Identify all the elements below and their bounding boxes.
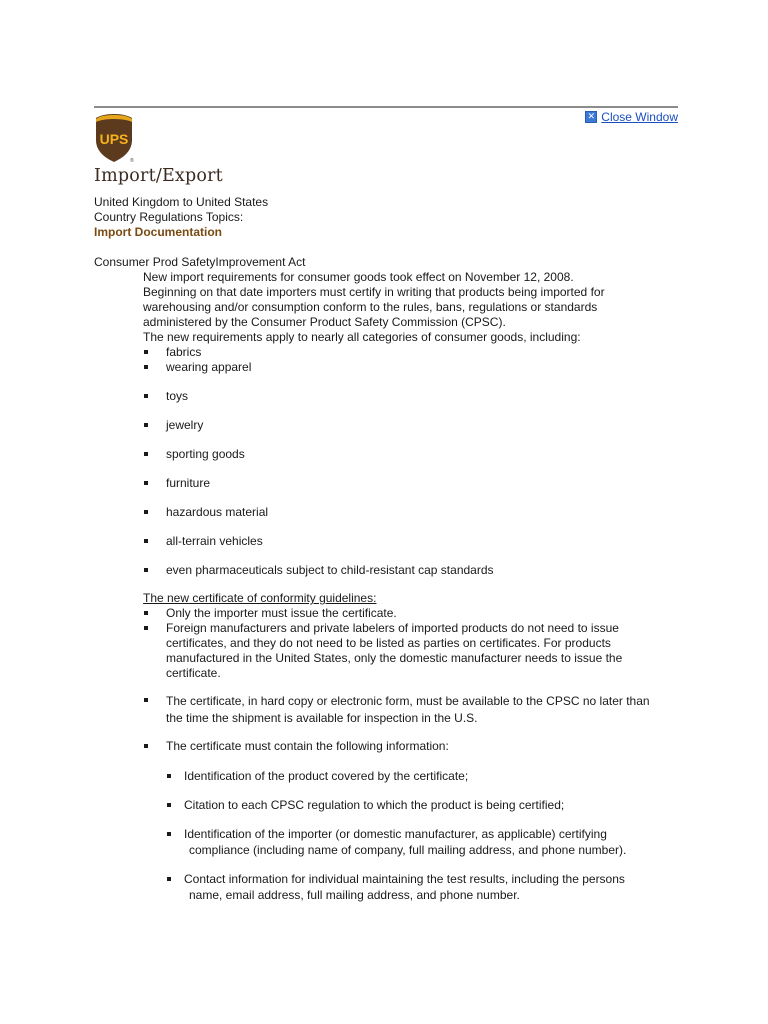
logo-text: UPS (99, 131, 129, 147)
list-item: wearing apparel (143, 360, 678, 375)
paragraph-line: Beginning on that date importers must certify in writing that products being imported for (143, 285, 605, 299)
svg-text:®: ® (130, 158, 134, 164)
act-body (143, 270, 678, 903)
list-item: hazardous material (143, 505, 678, 520)
category-list (143, 345, 678, 578)
list-item: Only the importer must issue the certificate. (143, 606, 678, 621)
list-item: sporting goods (143, 447, 678, 462)
list-item: Foreign manufacturers and private labelers of imported products do not need to issue certificates, and they do not need to be listed as parties on certificates. For products manufactured in the United States, only the domestic manufacturer needs to issue the certificate. (143, 621, 678, 681)
guidelines-heading: The new certificate of conformity guidelines: (143, 591, 377, 605)
route: United Kingdom to United States (94, 195, 269, 209)
close-window-link[interactable] (585, 110, 678, 124)
act-title: Consumer Prod SafetyImprovement Act (94, 255, 306, 269)
list-item: toys (143, 389, 678, 404)
paragraph-line: New import requirements for consumer goods took effect on November 12, 2008. (143, 270, 574, 284)
certificate-info-list (166, 768, 678, 903)
paragraph-line: The new requirements apply to nearly all categories of consumer goods, including: (143, 330, 581, 344)
document-page (94, 106, 678, 916)
guidelines-list (143, 606, 678, 903)
list-item: The certificate must contain the following information: Identification of the product covered by the certificate; Citation to each CPSC regulation to which the product is being certified; Identification of the importer (or domestic manufacturer, as applicable) certifying compliance (including name of company, full mailing address, and phone number). Contact information for individual maintaining the test results, including the persons name, email address, full mailing address, and phone number. (143, 739, 678, 903)
list-item: fabrics (143, 345, 678, 360)
list-item: Contact information for individual maintaining the test results, including the persons name, email address, full mailing address, and phone number. (166, 871, 678, 903)
page-title: Import/Export (94, 166, 223, 186)
list-item: all-terrain vehicles (143, 534, 678, 549)
paragraph-line: administered by the Consumer Product Safety Commission (CPSC). (143, 315, 506, 329)
close-window-label[interactable]: Close Window (601, 110, 678, 124)
ups-logo (94, 112, 134, 164)
header (94, 108, 678, 164)
list-item: Identification of the importer (or domestic manufacturer, as applicable) certifying compliance (including name of company, full mailing address, and phone number). (166, 826, 678, 858)
list-item: The certificate, in hard copy or electronic form, must be available to the CPSC no later than the time the shipment is available for inspection in the U.S. (143, 693, 678, 727)
list-item: jewelry (143, 418, 678, 433)
topics-label: Country Regulations Topics: (94, 210, 244, 224)
list-item: even pharmaceuticals subject to child-resistant cap standards (143, 563, 678, 578)
topic-heading: Import Documentation (94, 225, 222, 239)
paragraph-line: warehousing and/or consumption conform to the rules, bans, regulations or standards (143, 300, 598, 314)
list-item: furniture (143, 476, 678, 491)
act-paragraph (143, 270, 678, 345)
list-item: Identification of the product covered by the certificate; (166, 768, 678, 784)
close-x-icon[interactable]: ✕ (585, 111, 597, 123)
list-item: Citation to each CPSC regulation to which the product is being certified; (166, 797, 678, 813)
